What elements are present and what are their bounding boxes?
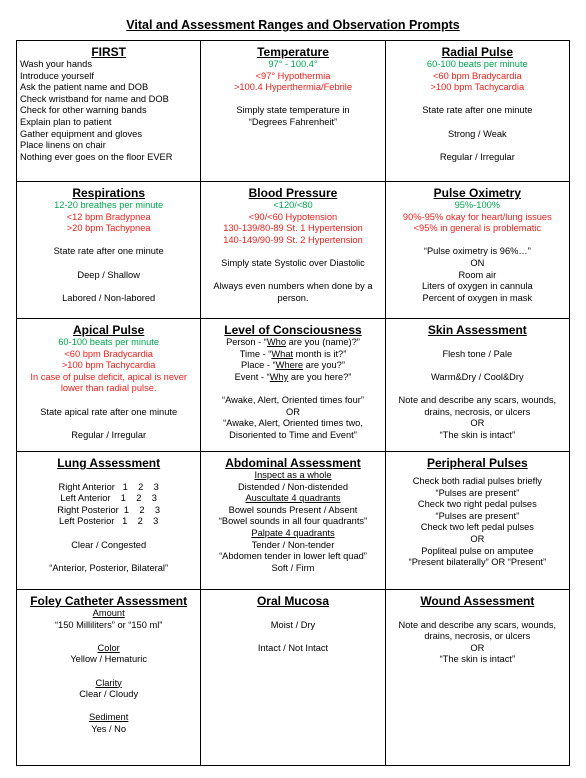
blood-pressure-stage1-range: 130-139/80-89 St. 1 Hypertension <box>223 223 363 234</box>
consciousness-place-question: Place - “Where are you?” <box>241 360 345 371</box>
peripheral-popliteal-check: Popliteal pulse on amputee <box>421 545 534 556</box>
respirations-high-range: >20 bpm Tachypnea <box>66 223 151 234</box>
lung-summary-prompt: “Anterior, Posterior, Bilateral” <box>49 562 169 573</box>
skin-or: OR <box>470 418 485 429</box>
consciousness-cell <box>201 319 385 452</box>
radial-pulse-normal-range: 60-100 beats per minute <box>426 59 528 69</box>
abdominal-palpate-options: Tender / Non-tender <box>251 539 335 550</box>
pulse-oximetry-prompt: “Pulse oximetry is 96%…” <box>423 246 531 257</box>
pulse-oximetry-option: Room air <box>458 269 497 280</box>
blood-pressure-even-note: Always even numbers when done by a person. <box>213 281 373 303</box>
apical-pulse-deficit-note: In case of pulse deficit, apical is never lower than radial pulse. <box>30 371 187 394</box>
foley-color-options: Yellow / Hematuric <box>70 654 147 665</box>
foley-amount-label: Amount <box>92 608 125 618</box>
respirations-low-range: <12 bpm Bradypnea <box>66 211 151 222</box>
temperature-prompt: “Degrees Fahrenheit” <box>248 116 338 127</box>
skin-temperature-options: Warm&Dry / Cool&Dry <box>431 371 524 382</box>
temperature-note: Simply state temperature in <box>236 105 350 116</box>
abdominal-auscultate-label: Auscultate 4 quadrants <box>245 493 341 504</box>
lung-row: Right Posterior 1 2 3 <box>57 504 161 515</box>
respirations-normal-range: 12-20 breathes per minute <box>54 200 164 210</box>
assessment-grid <box>16 40 570 766</box>
wound-intact-prompt: “The skin is intact” <box>439 654 516 665</box>
lung-cell <box>17 452 201 590</box>
consciousness-heading: Level of Consciousness <box>224 323 362 337</box>
wound-or: OR <box>470 642 485 653</box>
peripheral-cell <box>385 452 569 590</box>
apical-pulse-heading: Apical Pulse <box>72 323 145 337</box>
foley-sediment-label: Sediment <box>89 712 129 723</box>
peripheral-right-pedal-check: Check two right pedal pulses <box>417 499 537 510</box>
first-item: Check for other warning bands <box>20 105 147 116</box>
oral-mucosa-moisture-options: Moist / Dry <box>270 619 316 630</box>
first-item: Check wristband for name and DOB <box>20 93 169 104</box>
abdominal-bowel-options: Bowel sounds Present / Absent <box>228 504 358 515</box>
first-item: Gather equipment and gloves <box>20 128 142 139</box>
respirations-note: State rate after one minute <box>53 246 164 257</box>
first-item: Place linens on chair <box>20 140 106 151</box>
abdominal-inspect-label: Inspect as a whole <box>254 470 332 480</box>
pulse-oximetry-heading: Pulse Oximetry <box>433 186 522 200</box>
abdominal-cell <box>201 452 385 590</box>
temperature-low-range: <97° Hypothermia <box>255 70 331 81</box>
pulse-oximetry-range-1: 90%-95% okay for heart/lung issues <box>402 211 552 222</box>
wound-heading: Wound Assessment <box>420 594 535 608</box>
skin-note: Note and describe any scars, wounds, drains, necrosis, or ulcers <box>398 394 557 417</box>
respirations-cell <box>17 182 201 319</box>
abdominal-palpate-prompt: “Abdomen tender in lower left quad” <box>219 551 367 562</box>
radial-pulse-high-range: >100 bpm Tachycardia <box>430 82 525 93</box>
apical-pulse-cell <box>17 319 201 452</box>
blood-pressure-heading: Blood Pressure <box>248 186 338 200</box>
foley-cell <box>17 590 201 766</box>
first-item: Nothing ever goes on the floor EVER <box>20 151 173 162</box>
peripheral-or: OR <box>470 533 485 544</box>
radial-pulse-rhythm-options: Regular / Irregular <box>439 151 515 162</box>
pulse-oximetry-option: Percent of oxygen in mask <box>422 292 533 303</box>
foley-amount-prompt: “150 Milliliters” or “150 ml” <box>54 619 163 630</box>
first-item: Ask the patient name and DOB <box>20 82 149 93</box>
consciousness-answer-full: “Awake, Alert, Oriented times four” <box>222 394 364 405</box>
apical-pulse-normal-range: 60-100 beats per minute <box>58 337 160 347</box>
skin-color-options: Flesh tone / Pale <box>442 348 513 359</box>
temperature-normal-range: 97° - 100.4° <box>268 59 318 69</box>
foley-color-label: Color <box>97 642 120 653</box>
first-item: Explain plan to patient <box>20 116 112 127</box>
foley-sediment-options: Yes / No <box>91 723 127 734</box>
peripheral-summary-prompt: “Present bilaterally” OR “Present” <box>408 557 547 568</box>
first-item: Wash your hands <box>20 59 93 69</box>
abdominal-heading: Abdominal Assessment <box>225 456 361 470</box>
oral-mucosa-cell <box>201 590 385 766</box>
pulse-oximetry-normal-range: 95%-100% <box>454 200 501 210</box>
first-heading: FIRST <box>91 45 126 59</box>
respirations-depth-options: Deep / Shallow <box>77 269 140 280</box>
abdominal-palpate-label: Palpate 4 quadrants <box>251 527 335 538</box>
blood-pressure-normal-range: <120/<80 <box>273 200 313 210</box>
radial-pulse-strength-options: Strong / Weak <box>447 128 507 139</box>
radial-pulse-low-range: <60 bpm Bradycardia <box>433 70 522 81</box>
temperature-high-range: >100.4 Hyperthermia/Febrile <box>233 82 353 93</box>
blood-pressure-stage2-range: 140-149/90-99 St. 2 Hypertension <box>223 234 363 245</box>
peripheral-heading: Peripheral Pulses <box>426 456 528 470</box>
oral-mucosa-heading: Oral Mucosa <box>256 594 329 608</box>
skin-heading: Skin Assessment <box>427 323 527 337</box>
first-cell <box>17 41 201 182</box>
pulse-oximetry-option: Liters of oxygen in cannula <box>422 281 533 292</box>
abdominal-bowel-prompt: “Bowel sounds in all four quadrants” <box>218 516 368 527</box>
page-title: Vital and Assessment Ranges and Observation Prompts <box>126 18 460 32</box>
respirations-effort-options: Labored / Non-labored <box>62 292 156 303</box>
skin-cell <box>385 319 569 452</box>
consciousness-time-question: Time - “What month is it?” <box>239 348 347 359</box>
lung-row: Left Posterior 1 2 3 <box>59 516 159 527</box>
pulse-oximetry-range-2: <95% in general is problematic <box>413 223 542 234</box>
blood-pressure-low-range: <90/<60 Hypotension <box>248 211 338 222</box>
apical-pulse-low-range: <60 bpm Bradycardia <box>64 348 153 359</box>
skin-intact-prompt: “The skin is intact” <box>439 429 516 440</box>
apical-pulse-note: State apical rate after one minute <box>40 406 178 417</box>
peripheral-present-prompt: “Pulses are present” <box>435 487 520 498</box>
consciousness-answer-partial: “Awake, Alert, Oriented times two, Disoriented to Time and Event” <box>223 418 363 440</box>
peripheral-present-prompt: “Pulses are present” <box>435 510 520 521</box>
radial-pulse-heading: Radial Pulse <box>441 45 514 59</box>
consciousness-or: OR <box>286 406 300 417</box>
radial-pulse-cell <box>385 41 569 182</box>
peripheral-radial-check: Check both radial pulses briefly <box>412 476 542 486</box>
blood-pressure-note: Simply state Systolic over Diastolic <box>221 257 365 268</box>
abdominal-firmness-options: Soft / Firm <box>271 562 315 573</box>
abdominal-inspect-options: Distended / Non-distended <box>237 481 349 492</box>
lung-heading: Lung Assessment <box>57 456 161 470</box>
foley-heading: Foley Catheter Assessment <box>30 594 188 608</box>
first-item: Introduce yourself <box>20 70 94 81</box>
radial-pulse-note: State rate after one minute <box>422 105 533 116</box>
wound-note: Note and describe any scars, wounds, drains, necrosis, or ulcers <box>398 619 557 642</box>
blood-pressure-cell <box>201 182 385 319</box>
foley-clarity-options: Clear / Cloudy <box>79 689 139 700</box>
consciousness-event-question: Event - “Why are you here?” <box>234 371 352 382</box>
consciousness-person-question: Person - “Who are you (name)?” <box>226 337 360 347</box>
peripheral-left-pedal-check: Check two left pedal pulses <box>420 522 534 533</box>
apical-pulse-rhythm-options: Regular / Irregular <box>71 429 147 440</box>
temperature-heading: Temperature <box>257 45 329 59</box>
apical-pulse-high-range: >100 bpm Tachycardia <box>61 360 156 371</box>
temperature-cell <box>201 41 385 182</box>
lung-row: Right Anterior 1 2 3 <box>58 481 159 492</box>
respirations-heading: Respirations <box>72 186 145 200</box>
foley-clarity-label: Clarity <box>95 677 122 688</box>
oral-mucosa-integrity-options: Intact / Not Intact <box>257 642 329 653</box>
pulse-oximetry-cell <box>385 182 569 319</box>
wound-cell <box>385 590 569 766</box>
pulse-oximetry-on: ON <box>470 257 485 268</box>
lung-sound-options: Clear / Congested <box>71 539 147 550</box>
lung-row: Left Anterior 1 2 3 <box>60 493 157 504</box>
